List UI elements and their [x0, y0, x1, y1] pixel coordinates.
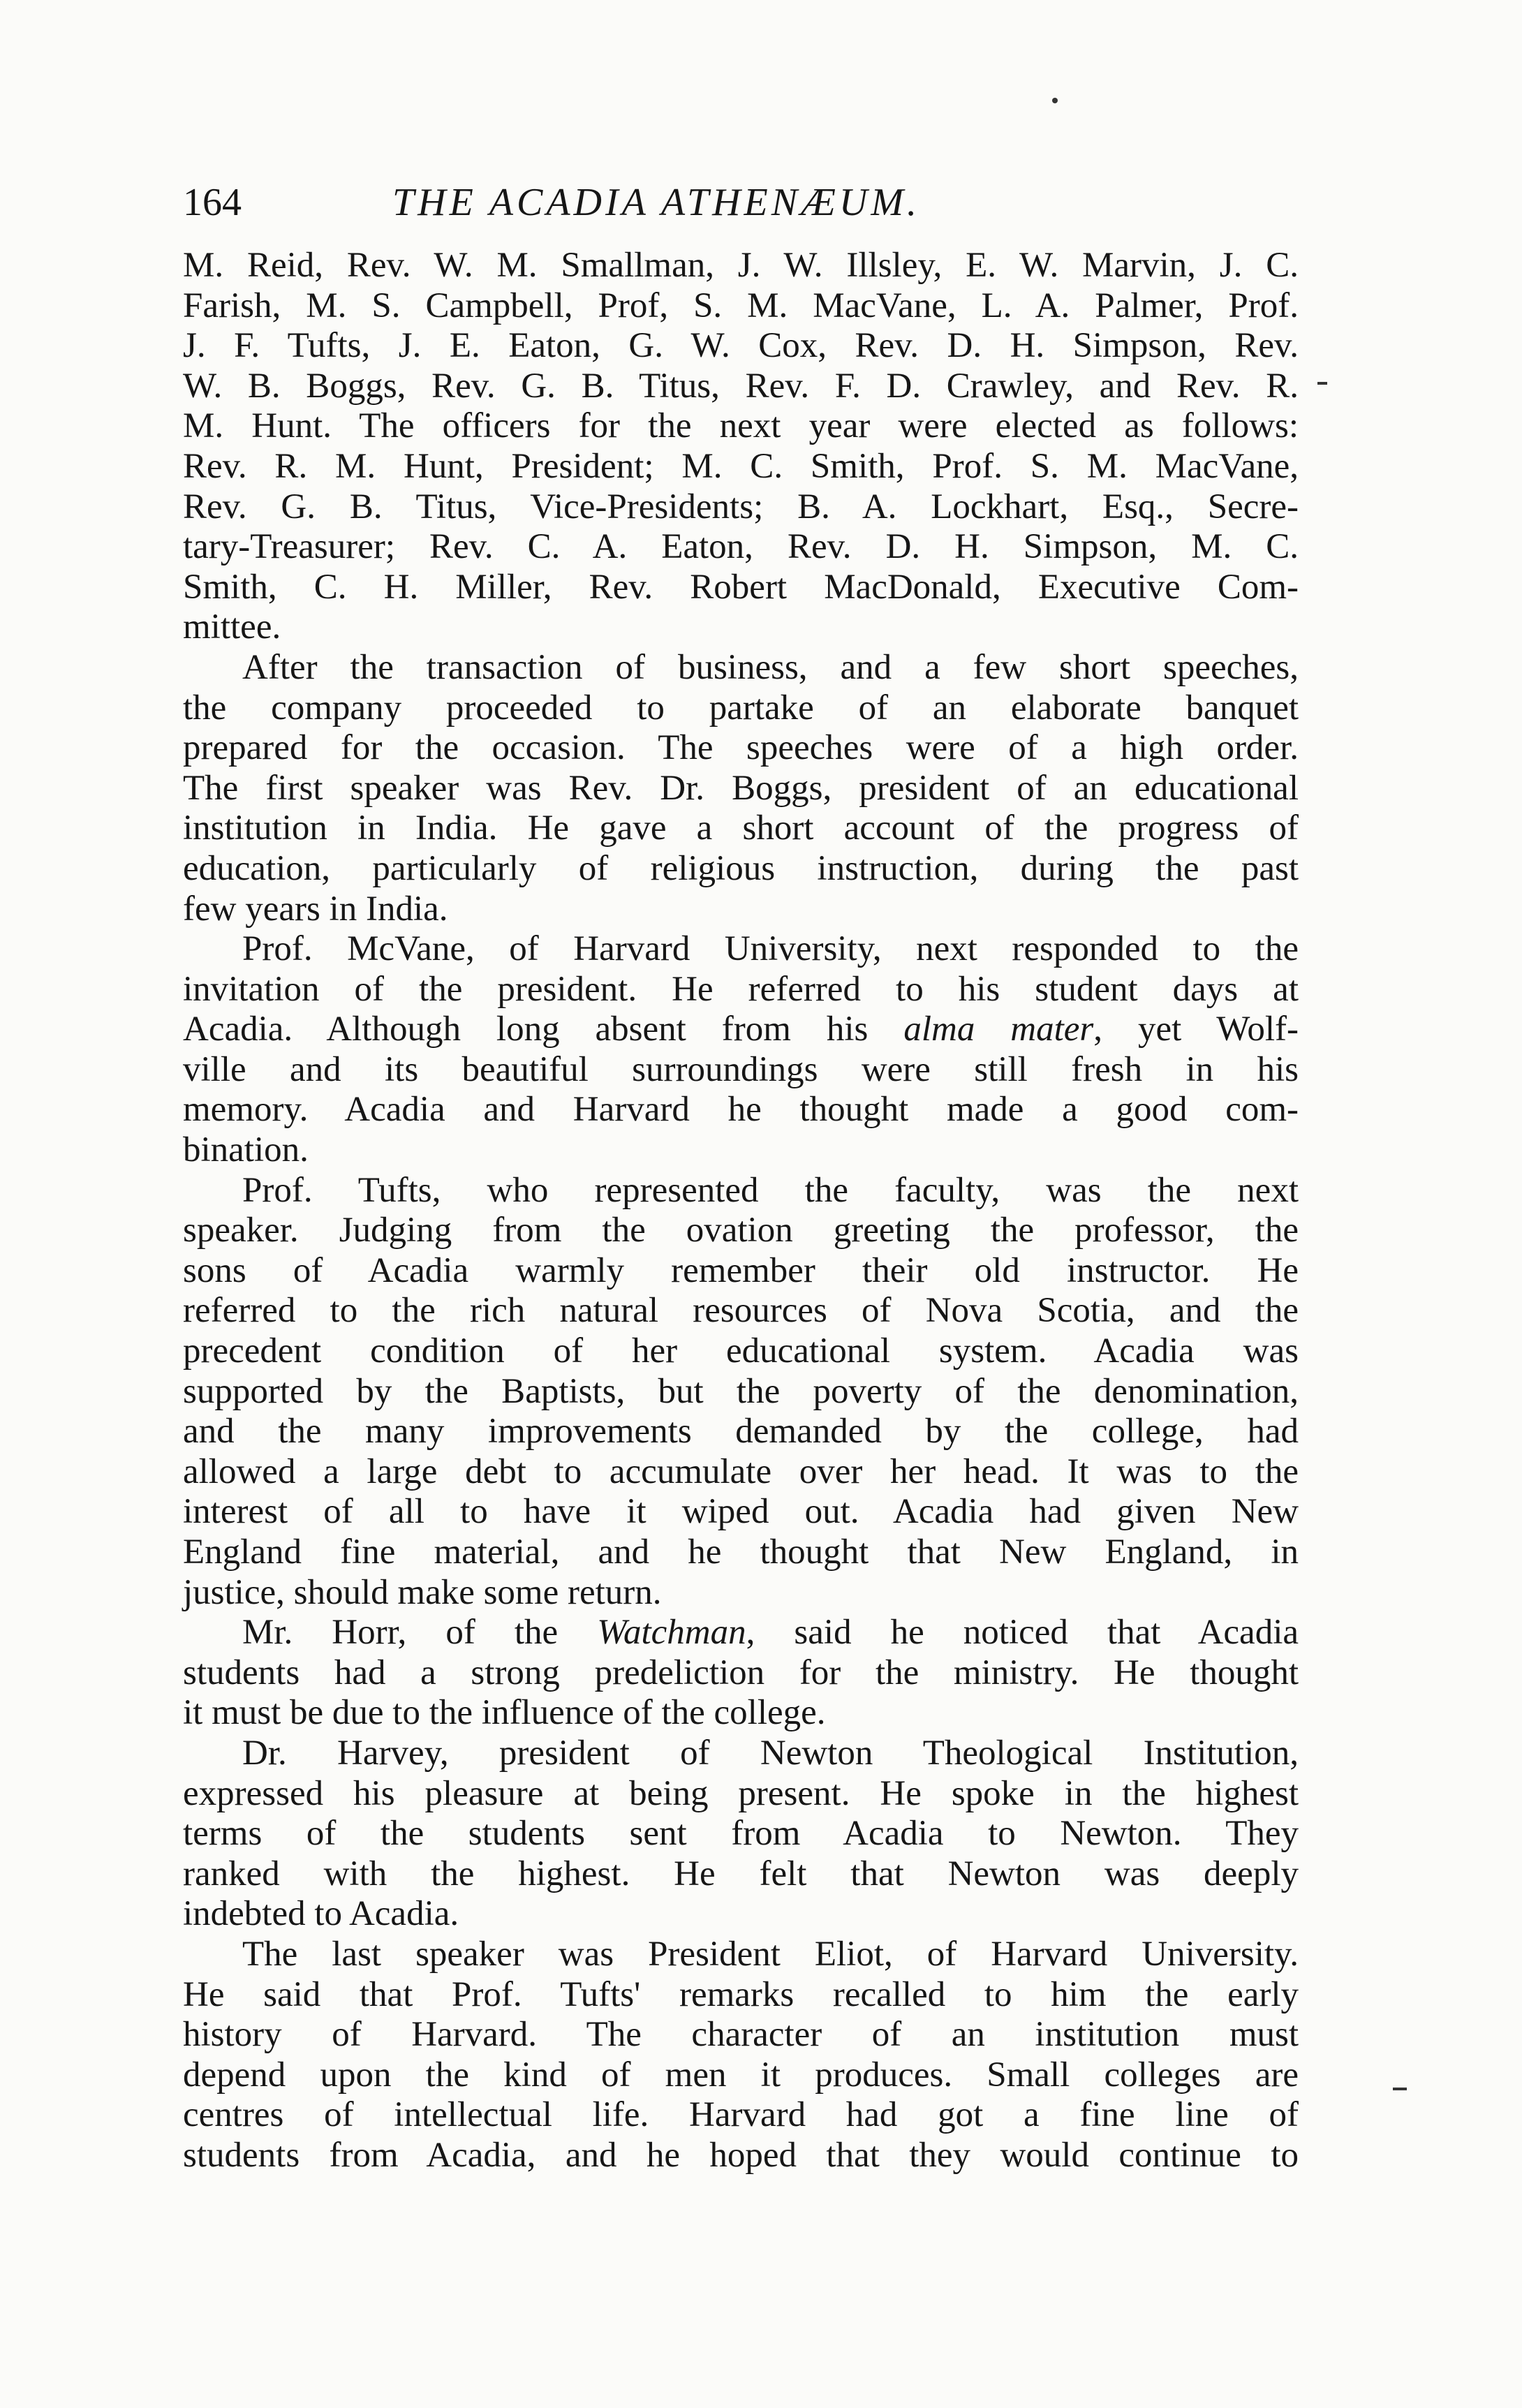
italic-phrase: alma mater — [903, 1010, 1094, 1049]
text-line: Rev. G. B. Titus, Vice-Presidents; B. A. Lockhart, Esq., Secre- — [183, 487, 1299, 526]
paragraph — [183, 246, 1299, 648]
text-line: interest of all to have it wiped out. Acadia had given New — [183, 1492, 1299, 1532]
paragraph — [183, 1734, 1299, 1935]
paragraph — [183, 1171, 1299, 1613]
text-line: prepared for the occasion. The speeches were of a high order. — [183, 728, 1299, 768]
text-line: terms of the students sent from Acadia to Newton. They — [183, 1814, 1299, 1854]
text-line: ville and its beautiful surroundings were still fresh in his — [183, 1049, 1299, 1089]
paragraph — [183, 1613, 1299, 1734]
text-line: He said that Prof. Tufts' remarks recalled to him the early — [183, 1974, 1299, 2014]
text-line: few years in India. — [183, 889, 448, 929]
paragraph — [183, 648, 1299, 929]
text-line: Rev. R. M. Hunt, President; M. C. Smith, Prof. S. M. MacVane, — [183, 446, 1299, 486]
text-line: speaker. Judging from the ovation greeting the professor, the — [183, 1211, 1299, 1250]
text-line: centres of intellectual life. Harvard had got a fine line of — [183, 2095, 1299, 2135]
text-line: mittee. — [183, 607, 281, 647]
text-line: Smith, C. H. Miller, Rev. Robert MacDonald, Executive Com- — [183, 567, 1299, 607]
italic-phrase: Watchman — [597, 1613, 746, 1653]
text-line: sons of Acadia warmly remember their old instructor. He — [183, 1250, 1299, 1290]
text-line: ranked with the highest. He felt that Newton was deeply — [183, 1854, 1299, 1893]
text-line: Mr. Horr, of the Watchman, said he noticed that Acadia — [242, 1613, 1299, 1653]
text-line: education, particularly of religious instruction, during the past — [183, 848, 1299, 888]
text-line: justice, should make some return. — [183, 1572, 662, 1612]
speck-mark — [1052, 98, 1058, 103]
text-line: After the transaction of business, and a few short speeches, — [242, 647, 1299, 687]
text-line: precedent condition of her educational system. Acadia was — [183, 1331, 1299, 1371]
text-line: Farish, M. S. Campbell, Prof, S. M. MacVane, L. A. Palmer, Prof. — [183, 286, 1299, 325]
text-line: and the many improvements demanded by the college, had — [183, 1412, 1299, 1452]
running-title: THE ACADIA ATHENÆUM. — [392, 181, 920, 224]
paragraph — [183, 929, 1299, 1171]
text-line: Prof. Tufts, who represented the faculty, was the next — [242, 1170, 1299, 1210]
text-line: invitation of the president. He referred to his student days at — [183, 969, 1299, 1009]
text-line: tary-Treasurer; Rev. C. A. Eaton, Rev. D. H. Simpson, M. C. — [183, 527, 1299, 567]
text-line: M. Hunt. The officers for the next year were elected as follows: — [183, 406, 1299, 446]
text-line: The first speaker was Rev. Dr. Boggs, president of an educational — [183, 768, 1299, 808]
text-line: M. Reid, Rev. W. M. Smallman, J. W. Illsley, E. W. Marvin, J. C. — [183, 246, 1299, 285]
paragraph — [183, 1935, 1299, 2176]
article-body — [183, 246, 1299, 2176]
text-line: W. B. Boggs, Rev. G. B. Titus, Rev. F. D. Crawley, and Rev. R. — [183, 366, 1299, 406]
text-line: students had a strong predeliction for the ministry. He thought — [183, 1653, 1299, 1692]
text-line: The last speaker was President Eliot, of Harvard University. — [242, 1934, 1299, 1974]
margin-dash-mark — [1317, 382, 1327, 385]
text-line: memory. Acadia and Harvard he thought made a good com- — [183, 1090, 1299, 1130]
text-line: bination. — [183, 1130, 309, 1170]
text-line: England fine material, and he thought that New England, in — [183, 1532, 1299, 1572]
margin-dash-mark — [1393, 2088, 1407, 2090]
text-line: students from Acadia, and he hoped that they would continue to — [183, 2135, 1299, 2175]
text-line: Prof. McVane, of Harvard University, next responded to the — [242, 929, 1299, 969]
page-header — [183, 175, 1300, 230]
text-line: allowed a large debt to accumulate over her head. It was to the — [183, 1452, 1299, 1491]
text-line: Dr. Harvey, president of Newton Theological Institution, — [242, 1733, 1299, 1773]
text-line: expressed his pleasure at being present. He spoke in the highest — [183, 1773, 1299, 1813]
text-line: J. F. Tufts, J. E. Eaton, G. W. Cox, Rev. D. H. Simpson, Rev. — [183, 326, 1299, 366]
text-line: depend upon the kind of men it produces. Small colleges are — [183, 2055, 1299, 2095]
text-line: it must be due to the influence of the college. — [183, 1693, 826, 1733]
text-line: supported by the Baptists, but the poverty of the denomination, — [183, 1371, 1299, 1411]
text-line: Acadia. Although long absent from his alma mater, yet Wolf- — [183, 1010, 1299, 1049]
text-line: history of Harvard. The character of an institution must — [183, 2015, 1299, 2055]
text-line: referred to the rich natural resources of Nova Scotia, and the — [183, 1291, 1299, 1331]
text-line: indebted to Acadia. — [183, 1894, 459, 1934]
text-line: the company proceeded to partake of an elaborate banquet — [183, 688, 1299, 727]
text-line: institution in India. He gave a short account of the progress of — [183, 808, 1299, 848]
page-number: 164 — [183, 181, 242, 224]
